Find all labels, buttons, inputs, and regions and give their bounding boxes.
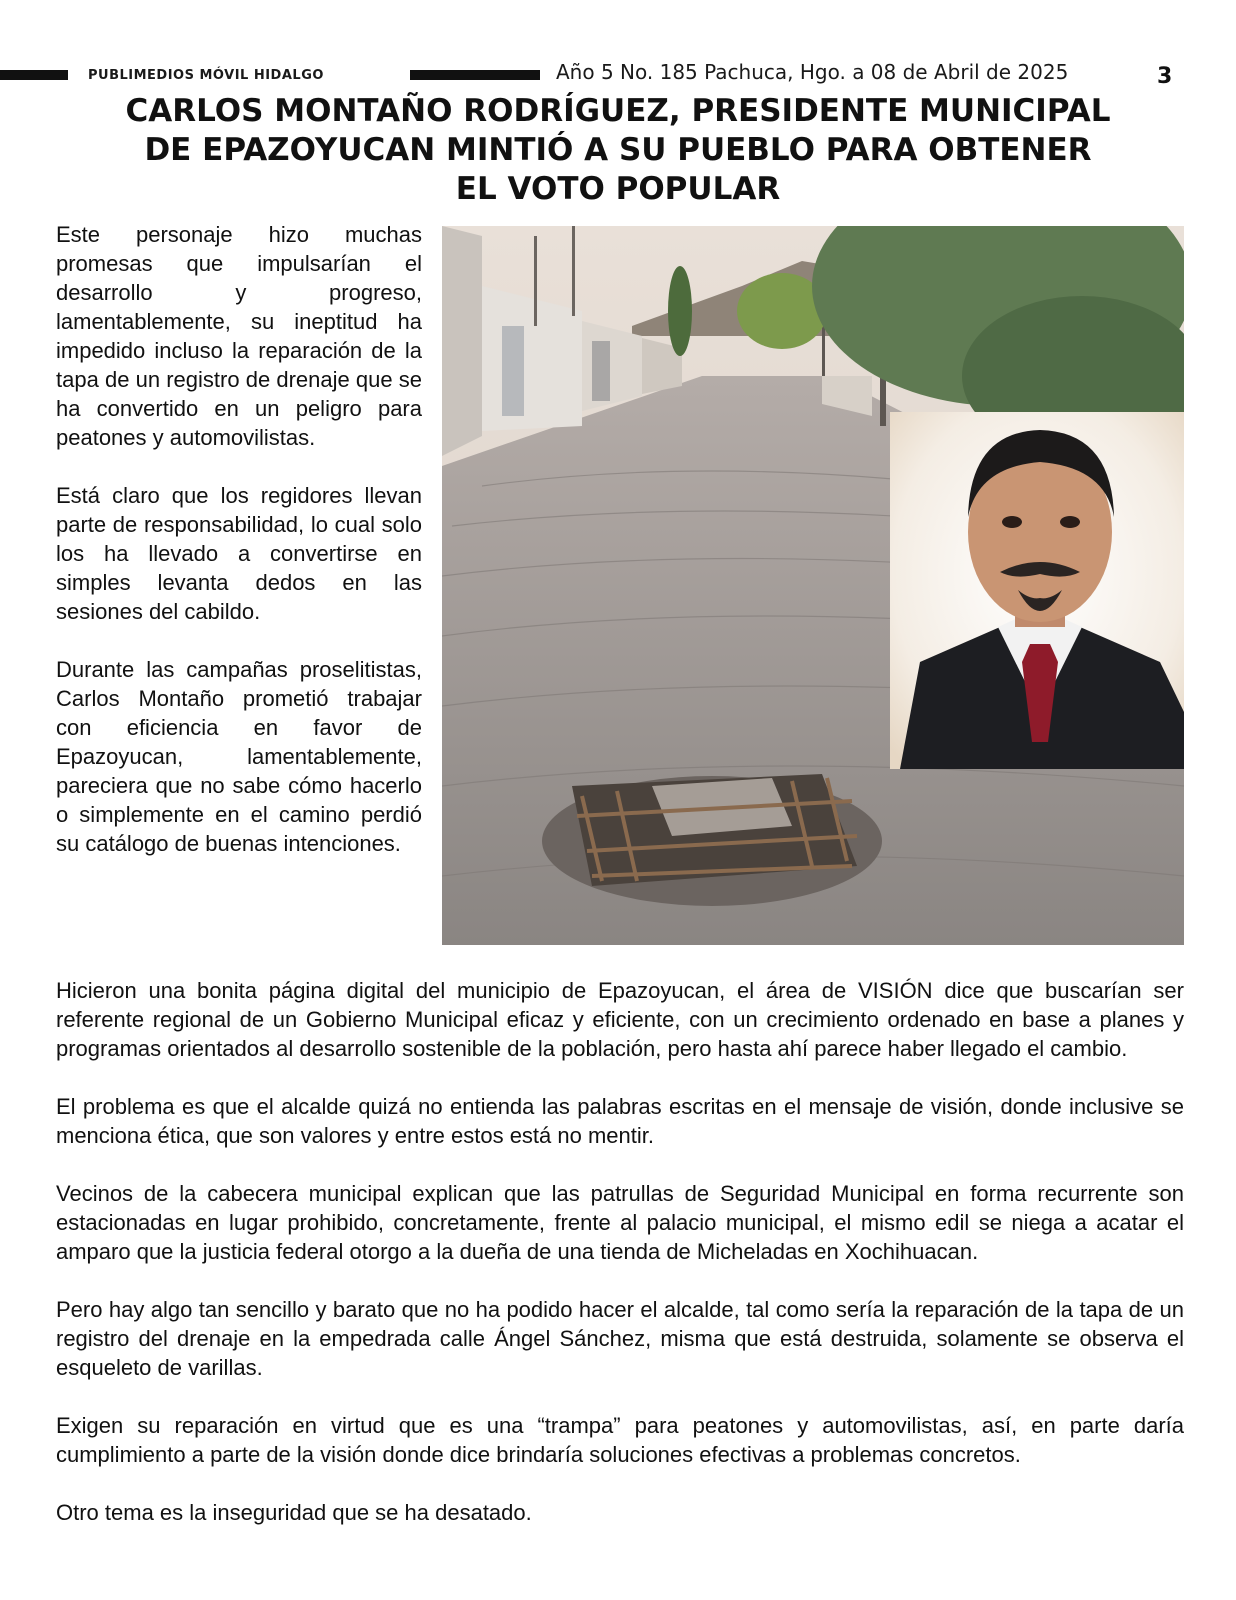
portrait-illustration xyxy=(890,412,1184,769)
issue-date-line: Año 5 No. 185 Pachuca, Hgo. a 08 de Abril de 2025 xyxy=(556,60,1069,84)
header-rule-middle xyxy=(410,70,540,80)
article-left-column xyxy=(56,220,422,887)
paragraph: El problema es que el alcalde quizá no entienda las palabras escritas en el mensaje de visión, donde inclusive se menciona ética, que son valores y entre estos está no mentir. xyxy=(56,1094,1184,1148)
header-rule-left xyxy=(0,70,68,80)
paragraph: Otro tema es la inseguridad que se ha desatado. xyxy=(56,1500,532,1525)
mayor-portrait xyxy=(890,412,1184,769)
headline-line: DE EPAZOYUCAN MINTIÓ A SU PUEBLO PARA OBTENER xyxy=(144,132,1092,168)
headline-line: CARLOS MONTAÑO RODRÍGUEZ, PRESIDENTE MUNICIPAL xyxy=(125,93,1111,129)
paragraph: Vecinos de la cabecera municipal explican que las patrullas de Seguridad Municipal en forma recurrente son estacionadas en lugar prohibido, concretamente, frente al palacio municipal, el mismo edil se niega a acatar el amparo que la justicia federal otorgo a la dueña de una tienda de Micheladas en Xochihuacan. xyxy=(56,1181,1184,1264)
article-headline xyxy=(60,92,1176,209)
page-number: 3 xyxy=(1157,64,1173,89)
paragraph: Este personaje hizo muchas promesas que impulsarían el desarrollo y progreso, lamentablemente, su ineptitud ha impedido incluso la reparación de la tapa de un registro de drenaje que se ha convertido en un peligro para peatones y automovilistas. xyxy=(56,222,422,450)
publication-brand: PUBLIMEDIOS MÓVIL HIDALGO xyxy=(88,68,324,83)
paragraph: Durante las campañas proselitistas, Carlos Montaño prometió trabajar con eficiencia en favor de Epazoyucan, lamentablemente, pareciera que no sabe cómo hacerlo o simplemente en el camino perdió su catálogo de buenas intenciones. xyxy=(56,657,422,856)
article-body xyxy=(56,976,1184,1556)
headline-line: EL VOTO POPULAR xyxy=(455,171,781,207)
paragraph: Hicieron una bonita página digital del municipio de Epazoyucan, el área de VISIÓN dice que buscarían ser referente regional de un Gobierno Municipal eficaz y eficiente, con un crecimiento ordenado en base a planes y programas orientados al desarrollo sostenible de la población, pero hasta ahí parece haber llegado el cambio. xyxy=(56,978,1184,1061)
broken-drain xyxy=(542,774,882,906)
paragraph: Exigen su reparación en virtud que es una “trampa” para peatones y automovilistas, así, en parte daría cumplimiento a parte de la visión donde dice brindaría soluciones efectivas a problemas concretos. xyxy=(56,1413,1184,1467)
paragraph: Está claro que los regidores llevan parte de responsabilidad, lo cual solo los ha llevado a convertirse en simples levanta dedos en las sesiones del cabildo. xyxy=(56,483,422,624)
paragraph: Pero hay algo tan sencillo y barato que no ha podido hacer el alcalde, tal como sería la reparación de la tapa de un registro del drenaje en la empedrada calle Ángel Sánchez, misma que está destruida, solamente se observa el esqueleto de varillas. xyxy=(56,1297,1184,1380)
